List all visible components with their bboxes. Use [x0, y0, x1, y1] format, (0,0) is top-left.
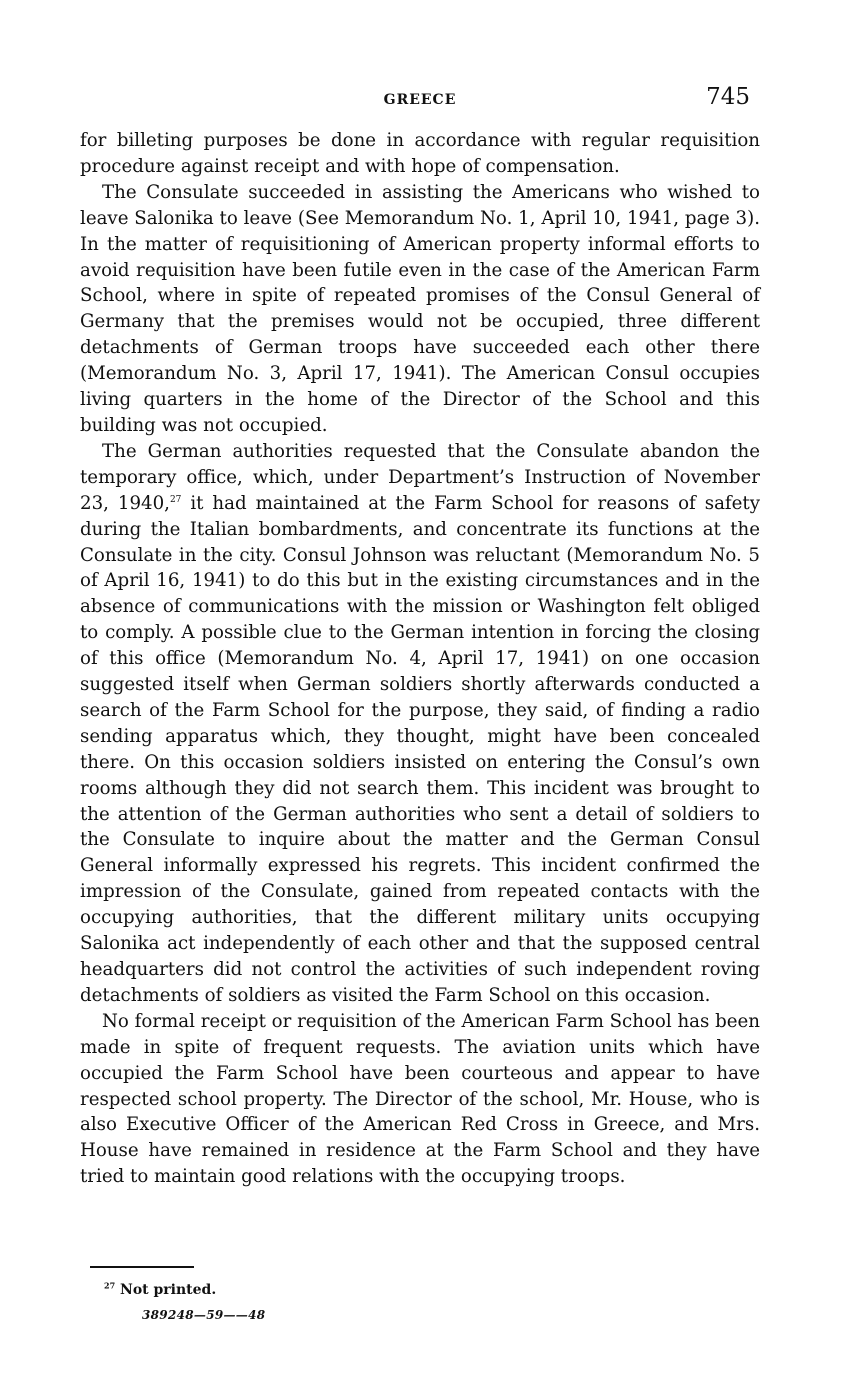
paragraph-1: for billeting purposes be done in accordance with regular requisition procedure against receipt and with hope of compensation. — [80, 130, 760, 177]
footnote — [104, 1282, 216, 1298]
paragraph-2: The Consulate succeeded in assisting the Americans who wished to leave Salonika to leave (See Memorandum No. 1, April 10, 1941, page 3). In the matter of requisitioning of American property informal efforts to avoid requisition have been futile even in the case of the American Farm School, where in spite of repeated promises of the Consul General of Germany that the premises would not be occupied, three different detachments of German troops have succeeded each other there (Memorandum No. 3, April 17, 1941). The American Consul occupies living quarters in the home of the Director of the School and this building was not occupied. — [80, 181, 760, 436]
footnote-text: Not printed. — [120, 1282, 217, 1298]
footnote-divider — [90, 1266, 194, 1268]
page-number: 745 — [706, 84, 750, 110]
footnote-number: 27 — [104, 1280, 116, 1291]
print-code: 389248—59——48 — [142, 1308, 266, 1322]
paragraph-3 — [80, 439, 760, 1009]
paragraph-3-text-after: it had maintained at the Farm School for reasons of safety during the Italian bombardments, and concentrate its functions at the Consulate in the city. Consul Johnson was reluctant (Memorandum No. 5 of April 16, 1941) to do this but in the existing circumstances and in the absence of communications with the mission or Washington felt obliged to comply. A possible clue to the German intention in forcing the closing of this office (Memorandum No. 4, April 17, 1941) on one occasion suggested itself when German soldiers shortly afterwards conducted a search of the Farm School for the purpose, they said, of finding a radio sending apparatus which, they thought, might have been concealed there. On this occasion soldiers insisted on entering the Consul’s own rooms although they did not search them. This incident was brought to the attention of the German authorities who sent a detail of soldiers to the Consulate to inquire about the matter and the German Consul General informally expressed his regrets. This incident confirmed the impression of the Consulate, gained from repeated contacts with the occupying authorities, that the different military units occupying Salonika act independently of each other and that the supposed central headquarters did not control the activities of such independent roving detachments of soldiers as visited the Farm School on this occasion. — [80, 492, 760, 1006]
body-text — [80, 128, 760, 1190]
paragraph-4: No formal receipt or requisition of the American Farm School has been made in spite of frequent requests. The aviation units which have occupied the Farm School have been courteous and appear to have respected school property. The Director of the school, Mr. House, who is also Executive Officer of the American Red Cross in Greece, and Mrs. House have remained in residence at the Farm School and they have tried to maintain good relations with the occupying troops. — [80, 1010, 761, 1188]
page-header — [80, 84, 760, 114]
running-head: GREECE — [383, 92, 457, 108]
footnote-reference: 27 — [169, 494, 182, 505]
paragraph-3-text-before: The German authorities requested that the Consulate abandon the temporary office, which, under Department’s Instruction of November 23, 1940, — [80, 440, 760, 514]
